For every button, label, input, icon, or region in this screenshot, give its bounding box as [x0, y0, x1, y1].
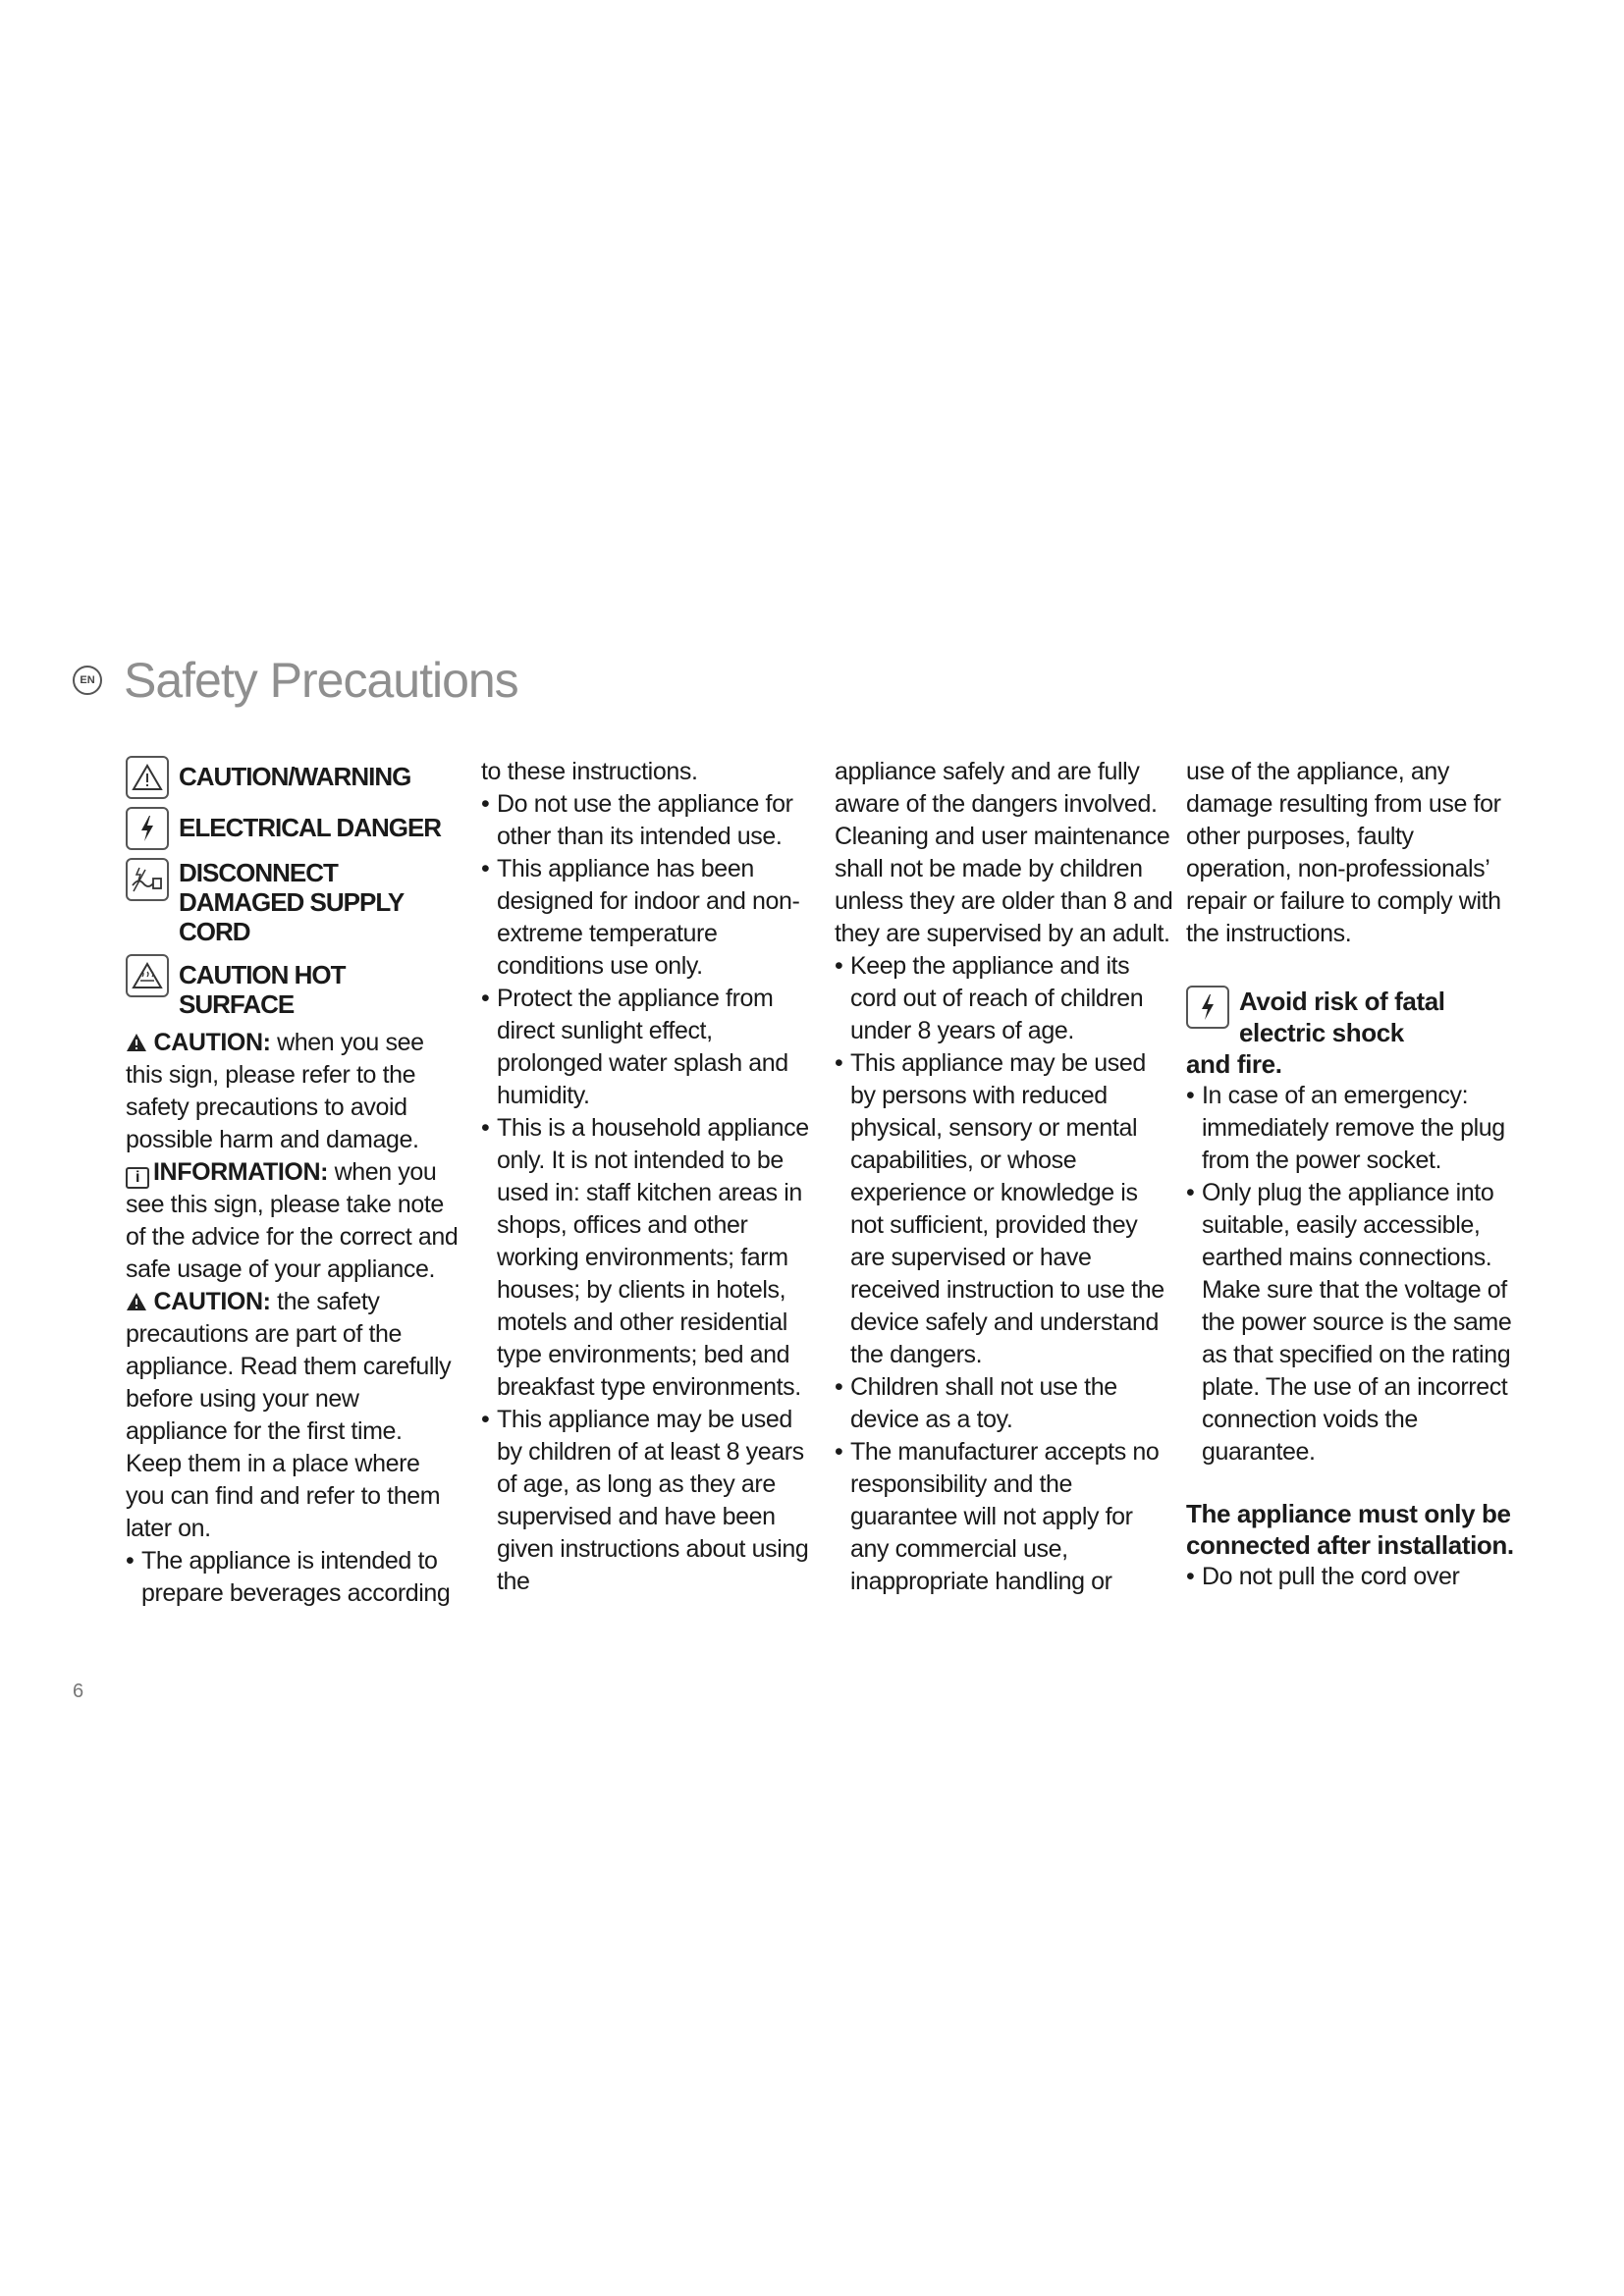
installation-heading: The appliance must only be connected after installation. [1186, 1499, 1514, 1560]
symbol-disconnect-cord [126, 858, 460, 946]
bullet-list [1186, 1561, 1520, 1593]
warning-triangle-icon [126, 756, 169, 799]
list-item: • The manufacturer accepts no responsibility and the guarantee will not apply for any commercial use, inappropriate handling or [835, 1438, 1160, 1595]
heading-text: Avoid risk of fatal electric shock [1239, 987, 1445, 1047]
symbol-label: DISCONNECT DAMAGED SUPPLY CORD [179, 858, 404, 946]
symbol-label: CAUTION/WARNING [179, 762, 411, 791]
caution-lead: CAUTION: [153, 1288, 271, 1315]
continued-text: appliance safely and are fully aware of the dangers involved. Cleaning and user maintenance shall not be made by children unless they are older than 8 and they are supervised by an adult. [835, 758, 1173, 947]
lightning-icon [1186, 986, 1229, 1029]
bullet-list [1186, 1080, 1520, 1468]
list-item: • Protect the appliance from direct sunlight effect, prolonged water splash and humidity. [481, 985, 788, 1109]
page-number: 6 [73, 1681, 84, 1702]
warning-triangle-icon [126, 1033, 147, 1052]
electric-shock-heading [1186, 986, 1520, 1048]
caution-paragraph-1 [126, 1027, 460, 1156]
list-item: • This appliance may be used by children of at least 8 years of age, as long as they are supervised and have been given instructions about using the [481, 1406, 809, 1595]
list-item: • Only plug the appliance into suitable, easily accessible, earthed mains connections. Make sure that the voltage of the power source is the same as that specified on the rating plate. The use of an incorrect connection voids the guarantee. [1186, 1179, 1512, 1466]
list-item: • Keep the appliance and its cord out of reach of children under 8 years of age. [835, 952, 1144, 1044]
bullet-list [835, 950, 1173, 1598]
info-icon: i [126, 1167, 149, 1189]
column-2 [481, 756, 815, 1598]
symbol-label: ELECTRICAL DANGER [179, 813, 442, 842]
list-item: • This is a household appliance only. It is not intended to be used in: staff kitchen areas in shops, offices and other working environments; farm houses; by clients in hotels, motels and other residential type environments; bed and breakfast type environments. [481, 1114, 809, 1401]
language-badge: EN [73, 666, 102, 695]
page-header [73, 653, 518, 708]
list-item: • This appliance may be used by persons with reduced physical, sensory or mental capabilities, or whose experience or knowledge is not sufficient, provided they are supervised or have received instruction to use the device safely and understand the dangers. [835, 1049, 1164, 1368]
caution-text: the safety precautions are part of the appliance. Read them carefully before using your new appliance for the first time. Keep them in a place where you can find and refer to them later on. [126, 1288, 452, 1542]
continued-text: to these instructions. [481, 758, 698, 785]
information-lead: INFORMATION: [153, 1158, 329, 1186]
list-item: • This appliance has been designed for indoor and non-extreme temperature conditions use only. [481, 855, 800, 980]
symbol-label: CAUTION HOT SURFACE [179, 960, 346, 1019]
list-item: • Do not pull the cord over [1186, 1563, 1460, 1590]
continued-text: use of the appliance, any damage resulting from use for other purposes, faulty operation, non-professionals’ repair or failure to comply with the instructions. [1186, 758, 1501, 947]
warning-triangle-icon [126, 1292, 147, 1311]
disconnect-cord-icon [126, 858, 169, 901]
caution-paragraph-2 [126, 1286, 460, 1545]
symbol-hot-surface [126, 954, 460, 1019]
column-1 [126, 756, 460, 1610]
symbol-caution-warning [126, 756, 460, 799]
information-text: when you see this sign, please take note of the advice for the correct and safe usage of your appliance. [126, 1158, 459, 1283]
page-title: Safety Precautions [124, 653, 518, 708]
list-item: • Children shall not use the device as a toy. [835, 1373, 1117, 1433]
lightning-icon [126, 807, 169, 850]
information-paragraph [126, 1156, 460, 1286]
hot-surface-icon [126, 954, 169, 997]
column-4 [1186, 756, 1520, 1593]
symbol-electrical-danger [126, 807, 460, 850]
bullet-list [481, 788, 815, 1598]
heading-text-continued: and fire. [1186, 1049, 1282, 1079]
column-3 [835, 756, 1173, 1598]
list-item: • In case of an emergency: immediately remove the plug from the power socket. [1186, 1082, 1505, 1174]
caution-lead: CAUTION: [153, 1029, 271, 1056]
list-item: • The appliance is intended to prepare beverages according [126, 1547, 451, 1607]
caution-text: when you see this sign, please refer to the safety precautions to avoid possible harm and damage. [126, 1029, 424, 1153]
list-item: • Do not use the appliance for other than its intended use. [481, 790, 793, 850]
bullet-list [126, 1545, 460, 1610]
